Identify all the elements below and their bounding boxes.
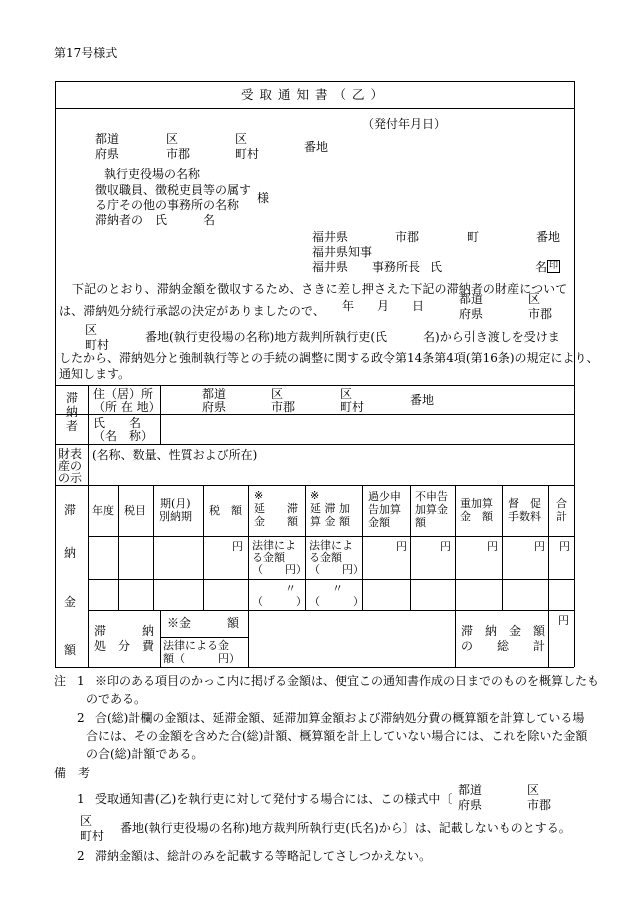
tp-fuken: 府県: [202, 400, 227, 414]
sender-banchi: 番地: [536, 230, 561, 244]
address-row-divider: [55, 414, 574, 415]
frame-left: [55, 81, 56, 667]
header-nendo: 年度: [92, 504, 114, 517]
seal-mark: 印: [548, 261, 558, 271]
sender-governor: 福井県知事: [312, 245, 373, 259]
entai-law: 法律によ: [252, 539, 296, 552]
frame-bottom: [55, 667, 574, 668]
header-kasan-mark: ※: [310, 489, 320, 502]
header-kasho-2: 告加算: [368, 503, 401, 516]
header-kigen: 期(月): [160, 497, 191, 510]
name-label-sub: （名 称）: [93, 429, 154, 443]
law-amount: 法律による金: [163, 639, 229, 652]
shobunhi-label: 滞 納: [94, 624, 155, 638]
body-nen: 年: [342, 299, 355, 313]
col-divider: [362, 485, 363, 610]
biko1-text-2: 番地(執行吏役場の名称)地方裁判所執行吏(氏名)から〕は、記載しないものとする。: [120, 821, 571, 835]
body-shigun: 市郡: [528, 307, 553, 321]
taxpayer-label: 納: [66, 405, 79, 419]
sender-city: 市郡: [395, 230, 420, 244]
body-gatsu: 月: [377, 299, 390, 313]
title-divider: [55, 108, 574, 109]
recipient-office2: 徴収職員、徴税吏員等の属す: [95, 183, 252, 197]
col-divider: [248, 485, 249, 667]
header-kasan-sub: 算 金 額: [310, 515, 350, 528]
sokei-label-2: の 総 計: [461, 639, 546, 653]
header-mushinkoku-3: 額: [415, 516, 426, 529]
law-amount-2: 額（ 円）: [163, 652, 240, 665]
biko2-text: 滞納金額は、総計のみを記載する等略記してさしつかえない。: [95, 849, 432, 863]
header-entai: 延 滞: [254, 502, 298, 515]
shobunhi-divider: [160, 610, 161, 667]
header-mushinkoku: 不申告: [415, 490, 448, 503]
ditto-mark: 〃: [285, 582, 296, 595]
shobunhi-label-2: 処 分 費: [94, 639, 155, 653]
notes-header: 注: [54, 674, 67, 688]
yen-tokusoku: 円: [534, 540, 545, 553]
taxpayer-label-divider: [160, 385, 161, 444]
property-content: (名称、数量、性質および所在): [92, 448, 258, 462]
biko1-ku2: 区: [80, 814, 93, 828]
col-divider: [153, 485, 154, 610]
tp-banchi: 番地: [410, 393, 435, 407]
addr-fuken: 府県: [95, 147, 120, 161]
col-divider: [548, 485, 549, 667]
header-zeimoku: 税目: [124, 504, 146, 517]
body-ku: 区: [528, 292, 541, 306]
col-divider: [305, 485, 306, 610]
header-kasan: 延 滞 加: [310, 502, 350, 515]
name-label: 氏 名: [93, 416, 142, 430]
tp-shigun: 市郡: [271, 400, 296, 414]
kasan-law: 法律によ: [309, 539, 353, 552]
label-column-divider: [88, 385, 89, 667]
form-title: 受取通知書（乙）: [240, 87, 389, 102]
addr-banchi: 番地: [304, 140, 329, 154]
amount-label: 金: [64, 595, 77, 609]
recipient-office2b: る庁その他の事務所の名称: [95, 198, 240, 212]
biko1-todo: 都道: [458, 783, 483, 797]
note2-number: 2: [77, 711, 85, 725]
body-chouson: 町村: [85, 338, 110, 352]
yen-total: 円: [559, 540, 570, 553]
biko1-fuken: 府県: [458, 798, 483, 812]
sender-mei: 名: [535, 260, 548, 274]
header-entai-mark: ※: [254, 489, 264, 502]
note1-number: 1: [77, 674, 85, 688]
note2-text-3: の合(総)計額である。: [86, 747, 204, 761]
form-number: 第17号様式: [54, 46, 118, 60]
kin-mark: ※金 額: [167, 616, 240, 630]
biko2-number: 2: [77, 849, 85, 863]
section-divider: [55, 385, 574, 386]
body-line4: したから、滞納処分と強制執行等との手続の調整に関する政令第14条第4項(第16条)の規定により、: [59, 351, 599, 365]
row2-paren: （ ）: [252, 595, 307, 608]
header-kasho-3: 金額: [368, 516, 390, 529]
address-label-sub: （所 在 地）: [93, 400, 161, 414]
addr-todo: 都道: [95, 132, 120, 146]
body-line5: 通知します。: [59, 367, 131, 381]
header-tokusoku: 督 促: [508, 497, 541, 510]
header-kasho: 過少申: [368, 490, 401, 503]
header-zeigaku: 税 額: [209, 504, 242, 517]
frame-top: [55, 81, 574, 82]
shobunhi-inner-divider: [160, 637, 248, 638]
address-label: 住（居）所: [93, 387, 154, 401]
col-divider: [118, 485, 119, 610]
yen-mushinkoku: 円: [440, 540, 451, 553]
addr-ku2: 区: [235, 132, 248, 146]
recipient-taxpayer: 滞納者の 氏 名: [95, 213, 216, 227]
col-divider: [455, 485, 456, 667]
yen-jukasan: 円: [487, 540, 498, 553]
body-nichi: 日: [412, 299, 425, 313]
amount-label: 滞: [64, 503, 77, 517]
sokei-label: 滞 納 金 額: [461, 624, 546, 638]
issue-date: （発付年月日）: [362, 117, 447, 131]
body-line3: 番地(執行吏役場の名称)地方裁判所執行吏(氏 名)から引き渡しを受けま: [145, 330, 560, 344]
tp-todo: 都道: [202, 387, 227, 401]
property-row-divider: [55, 485, 574, 486]
col-divider: [203, 485, 204, 610]
name-row-divider: [55, 444, 574, 445]
tp-chouson: 町村: [340, 400, 365, 414]
biko1-chouson: 町村: [80, 829, 105, 843]
taxpayer-label: 滞: [66, 391, 79, 405]
col-divider: [502, 485, 503, 610]
amount-label: 納: [64, 546, 77, 560]
body-text: 下記のとおり、滞納金額を徴収するため、さきに差し押さえた下記の滞納者の財産については、滞納処分続行承認の決定がありましたので、: [59, 282, 568, 318]
kasan-law-3: （ 円）: [309, 563, 364, 576]
note1-text-2: のである。: [86, 692, 147, 706]
note2-text: 合(総)計欄の金額は、延滞金額、延滞加算金額および滞納処分費の概算額を計算している場: [95, 711, 585, 725]
entai-law-3: （ 円）: [252, 563, 307, 576]
tp-ku: 区: [271, 387, 284, 401]
ditto-mark: 〃: [332, 582, 343, 595]
kasan-law-2: る金額: [309, 551, 342, 564]
entai-law-2: る金額: [252, 551, 285, 564]
yen-tax: 円: [232, 540, 243, 553]
row2-paren: （ ）: [309, 595, 364, 608]
property-label: 産の: [58, 459, 83, 473]
body-fuken: 府県: [459, 307, 484, 321]
header-total-sub: 計: [556, 510, 567, 523]
sender-pref2: 福井県: [312, 260, 349, 274]
sender-office-head: 事務所長: [372, 260, 421, 274]
amount-label: 額: [64, 643, 77, 657]
taxpayer-label: 者: [66, 419, 79, 433]
property-label: 財表: [58, 447, 83, 461]
sender-pref: 福井県: [312, 230, 349, 244]
body-ku2: 区: [85, 323, 98, 337]
header-mushinkoku-2: 加算金: [415, 503, 448, 516]
header-kigen-sub: 別納期: [159, 510, 192, 523]
property-label: の示: [58, 471, 83, 485]
biko1-number: 1: [77, 792, 85, 806]
addr-chouson: 町村: [235, 147, 260, 161]
tp-ku2: 区: [340, 387, 353, 401]
recipient-honorific: 様: [257, 191, 270, 205]
addr-shigun: 市郡: [166, 147, 191, 161]
biko1-text: 受取通知書(乙)を執行吏に対して発付する場合には、この様式中〔: [95, 792, 453, 806]
body-todo: 都道: [459, 292, 484, 306]
yen-kasho: 円: [396, 540, 407, 553]
addr-ku: 区: [166, 132, 179, 146]
header-tokusoku-sub: 手数料: [508, 510, 541, 523]
header-jukasan: 重加算: [460, 497, 493, 510]
header-entai-sub: 金 額: [254, 515, 298, 528]
header-total: 合: [556, 497, 567, 510]
sokei-yen: 円: [558, 614, 569, 627]
header-jukasan-sub: 金 額: [460, 510, 493, 523]
note2-text-2: 合には、その金額を含めた合(総)計額、概算額を計上していない場合には、これを除いた金額: [86, 729, 588, 743]
note1-text: ※印のある項目のかっこ内に掲げる金額は、便宜この通知書作成の日までのものを概算したも: [95, 674, 600, 688]
biko1-shigun: 市郡: [527, 798, 552, 812]
col-divider: [410, 485, 411, 610]
sender-shi: 氏: [430, 260, 443, 274]
frame-right: [574, 81, 575, 667]
recipient-office: 執行吏役場の名称: [104, 167, 201, 181]
biko1-ku: 区: [527, 783, 540, 797]
biko-header: 備 考: [54, 766, 91, 780]
sender-town: 町: [467, 230, 480, 244]
